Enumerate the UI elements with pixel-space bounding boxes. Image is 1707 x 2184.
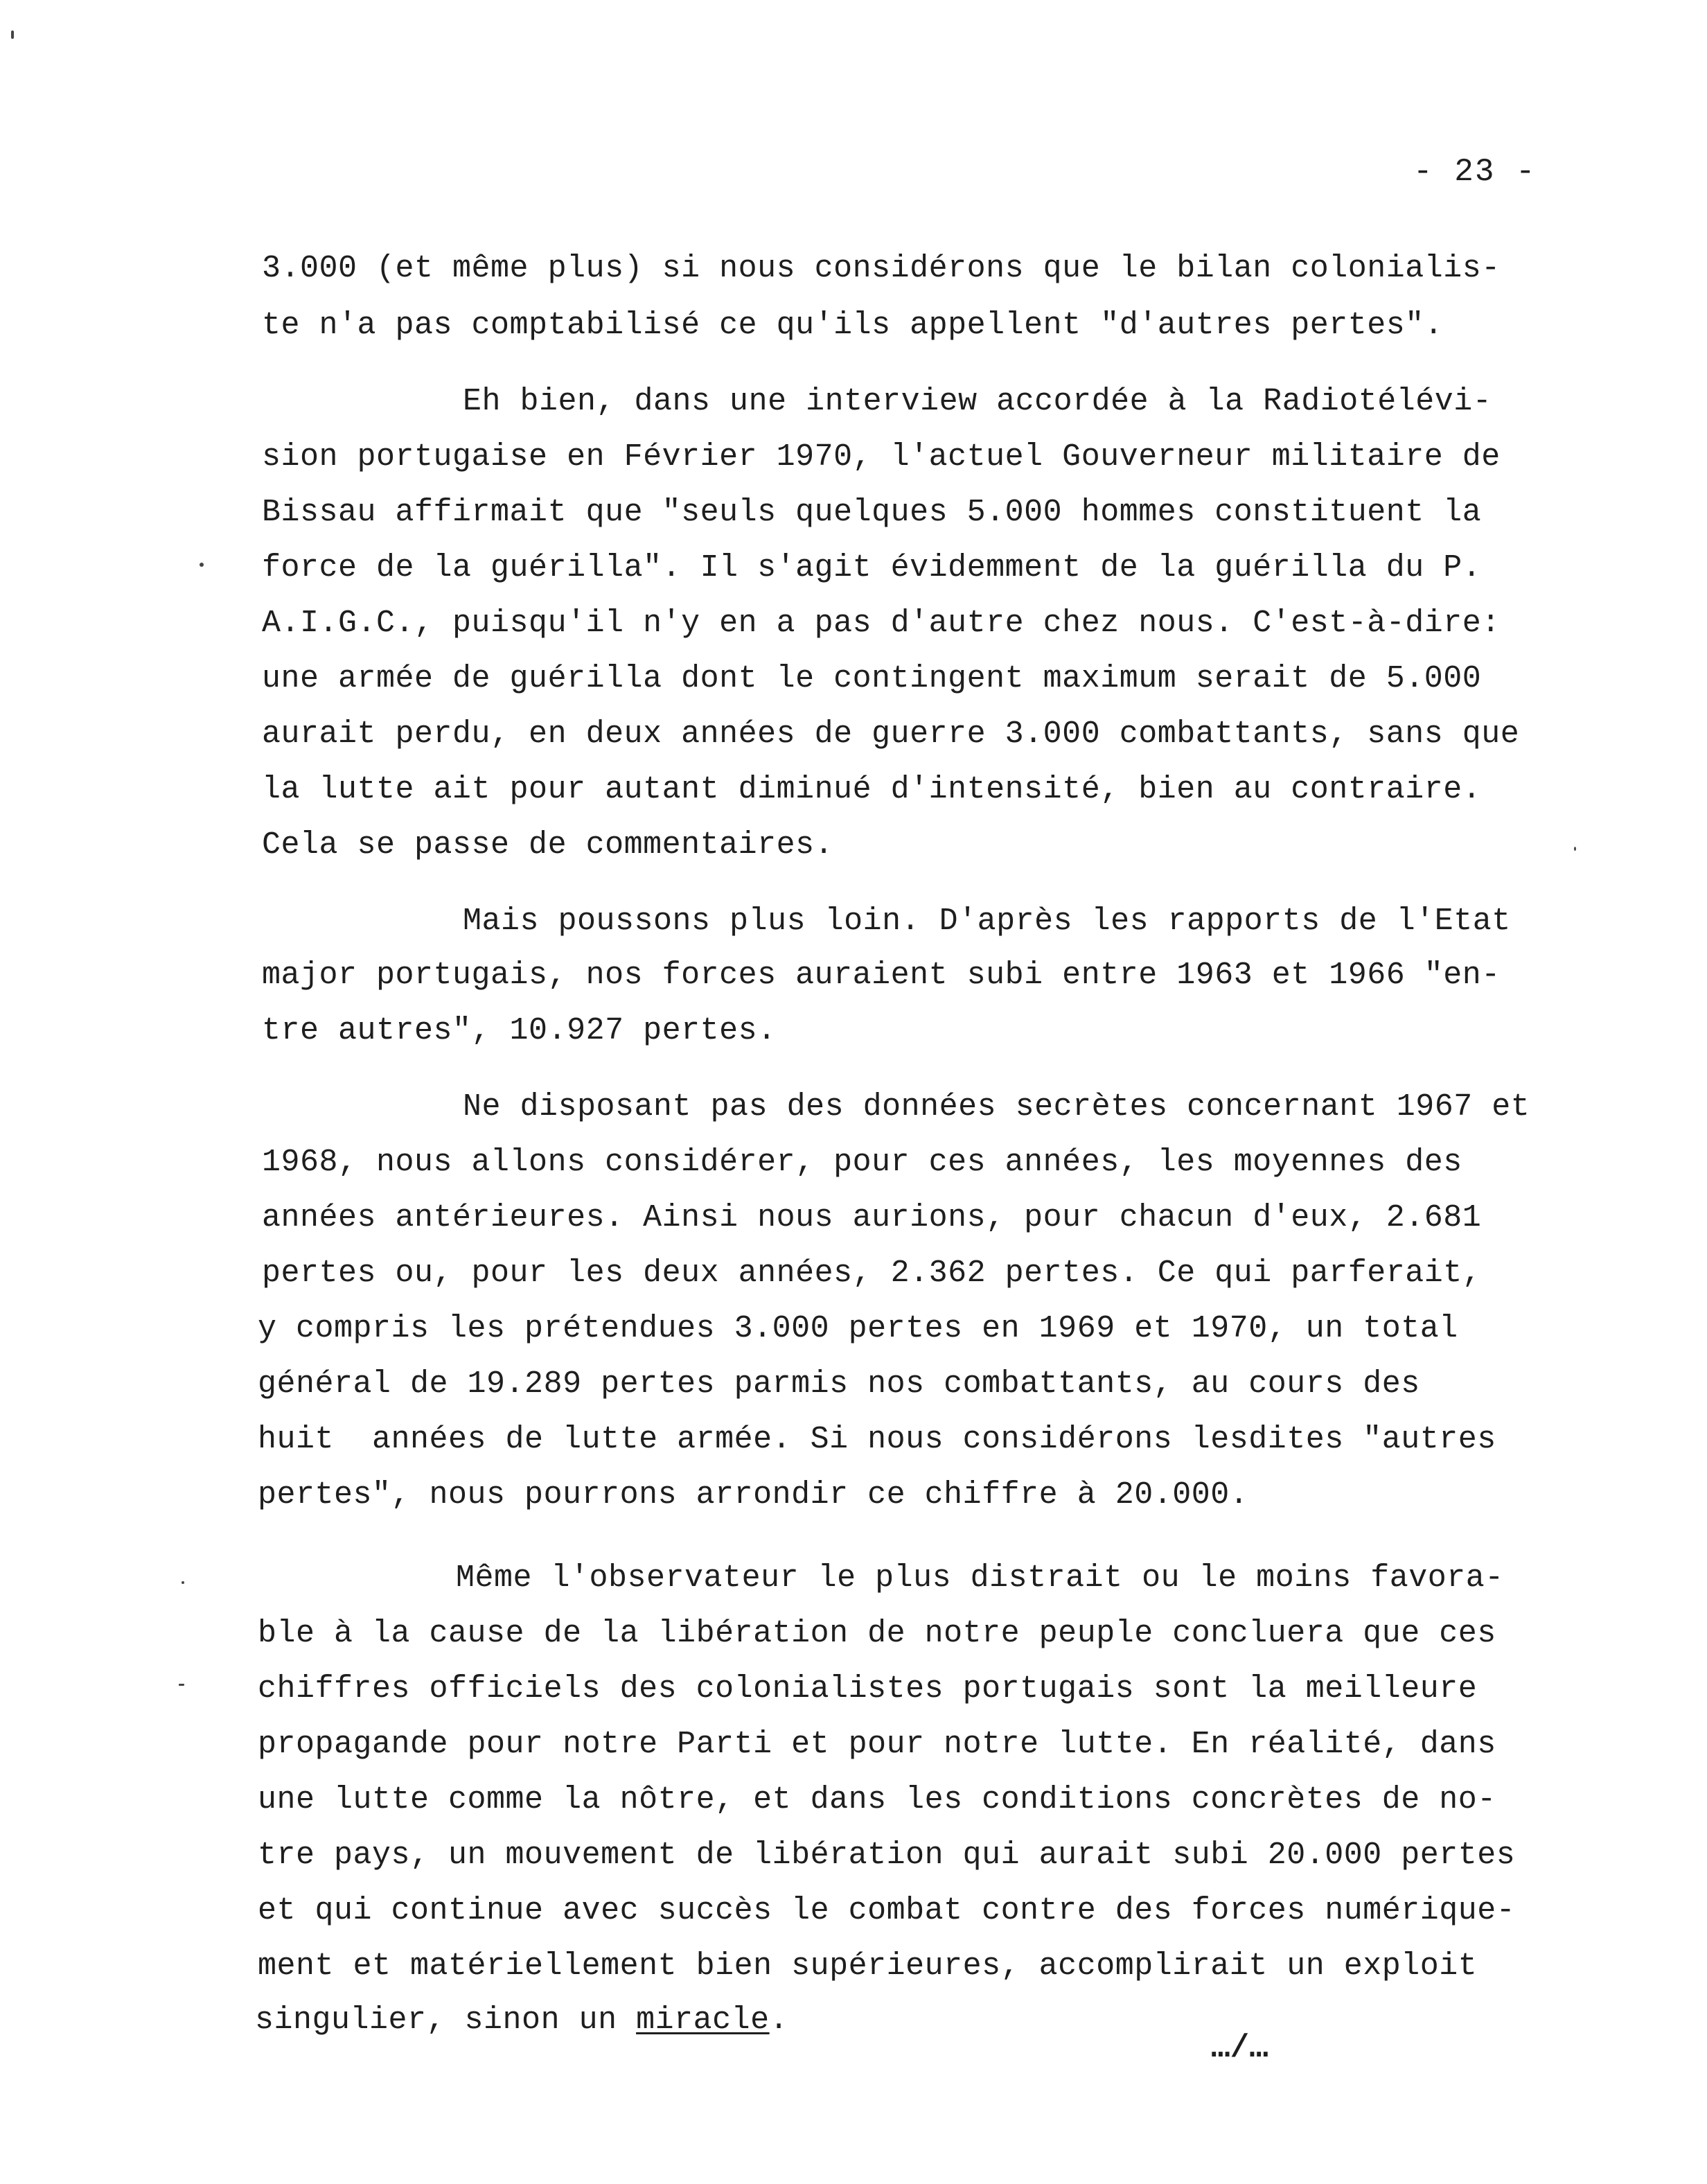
paragraph-3-line-3: tre autres", 10.927 pertes.: [262, 1013, 777, 1048]
paragraph-2-line-2: sion portugaise en Février 1970, l'actuel Gouverneur militaire de: [262, 439, 1501, 475]
paragraph-5-line-1: Même l'observateur le plus distrait ou le moins favora-: [456, 1560, 1504, 1596]
paragraph-5-line-5: une lutte comme la nôtre, et dans les conditions concrètes de no-: [258, 1782, 1496, 1817]
underlined-word: miracle: [636, 2002, 770, 2038]
scan-speck: [179, 1684, 184, 1686]
paragraph-2-line-6: une armée de guérilla dont le contingent maximum serait de 5.000: [262, 661, 1482, 696]
scan-speck: [182, 1581, 184, 1584]
paragraph-2-line-8: la lutte ait pour autant diminué d'intensité, bien au contraire.: [262, 772, 1482, 807]
paragraph-3-line-2: major portugais, nos forces auraient subi entre 1963 et 1966 "en-: [262, 958, 1501, 993]
continuation-mark: …/…: [1211, 2030, 1268, 2066]
paragraph-2-line-4: force de la guérilla". Il s'agit évidemment de la guérilla du P.: [262, 550, 1482, 585]
paragraph-1-line-1: 3.000 (et même plus) si nous considérons que le bilan colonialis-: [262, 251, 1501, 286]
last-line-prefix: singulier, sinon un: [255, 2002, 637, 2038]
paragraph-2-line-5: A.I.G.C., puisqu'il n'y en a pas d'autre chez nous. C'est-à-dire:: [262, 606, 1501, 641]
paragraph-5-line-7: et qui continue avec succès le combat contre des forces numérique-: [258, 1893, 1516, 1928]
paragraph-5-line-6: tre pays, un mouvement de libération qui aurait subi 20.000 pertes: [258, 1838, 1516, 1873]
paragraph-2-line-3: Bissau affirmait que "seuls quelques 5.000 hommes constituent la: [262, 495, 1482, 530]
paragraph-1-line-2: te n'a pas comptabilisé ce qu'ils appellent "d'autres pertes".: [262, 308, 1444, 343]
paragraph-5-line-2: ble à la cause de la libération de notre peuple concluera que ces: [258, 1616, 1496, 1651]
paragraph-4-line-3: années antérieures. Ainsi nous aurions, pour chacun d'eux, 2.681: [262, 1200, 1482, 1235]
scan-speck: [1574, 847, 1576, 851]
paragraph-4-line-4: pertes ou, pour les deux années, 2.362 pertes. Ce qui parferait,: [262, 1256, 1482, 1291]
paragraph-4-line-1: Ne disposant pas des données secrètes concernant 1967 et: [463, 1089, 1530, 1125]
paragraph-4-line-5: y compris les prétendues 3.000 pertes en 1969 et 1970, un total: [258, 1311, 1458, 1346]
paragraph-2-line-1: Eh bien, dans une interview accordée à la Radiotélévi-: [463, 384, 1492, 419]
paragraph-5-last-line: [255, 2001, 788, 2040]
page-number: - 23 -: [1413, 154, 1537, 190]
paragraph-5-line-3: chiffres officiels des colonialistes portugais sont la meilleure: [258, 1671, 1478, 1707]
paragraph-5-line-8: ment et matériellement bien supérieures, accomplirait un exploit: [258, 1948, 1478, 1984]
last-line-suffix: .: [769, 2002, 789, 2038]
scan-speck: [11, 30, 14, 39]
paragraph-4-line-7: huit années de lutte armée. Si nous considérons lesdites "autres: [258, 1422, 1496, 1457]
paragraph-3-line-1: Mais poussons plus loin. D'après les rapports de l'Etat: [463, 904, 1511, 939]
paragraph-4-line-8: pertes", nous pourrons arrondir ce chiffre à 20.000.: [258, 1477, 1249, 1513]
scan-speck: [200, 563, 204, 567]
paragraph-2-line-9: Cela se passe de commentaires.: [262, 827, 834, 863]
paragraph-2-line-7: aurait perdu, en deux années de guerre 3.000 combattants, sans que: [262, 716, 1520, 752]
paragraph-4-line-6: général de 19.289 pertes parmis nos combattants, au cours des: [258, 1366, 1420, 1402]
paragraph-4-line-2: 1968, nous allons considérer, pour ces années, les moyennes des: [262, 1145, 1462, 1180]
paragraph-5-line-4: propagande pour notre Parti et pour notre lutte. En réalité, dans: [258, 1727, 1496, 1762]
